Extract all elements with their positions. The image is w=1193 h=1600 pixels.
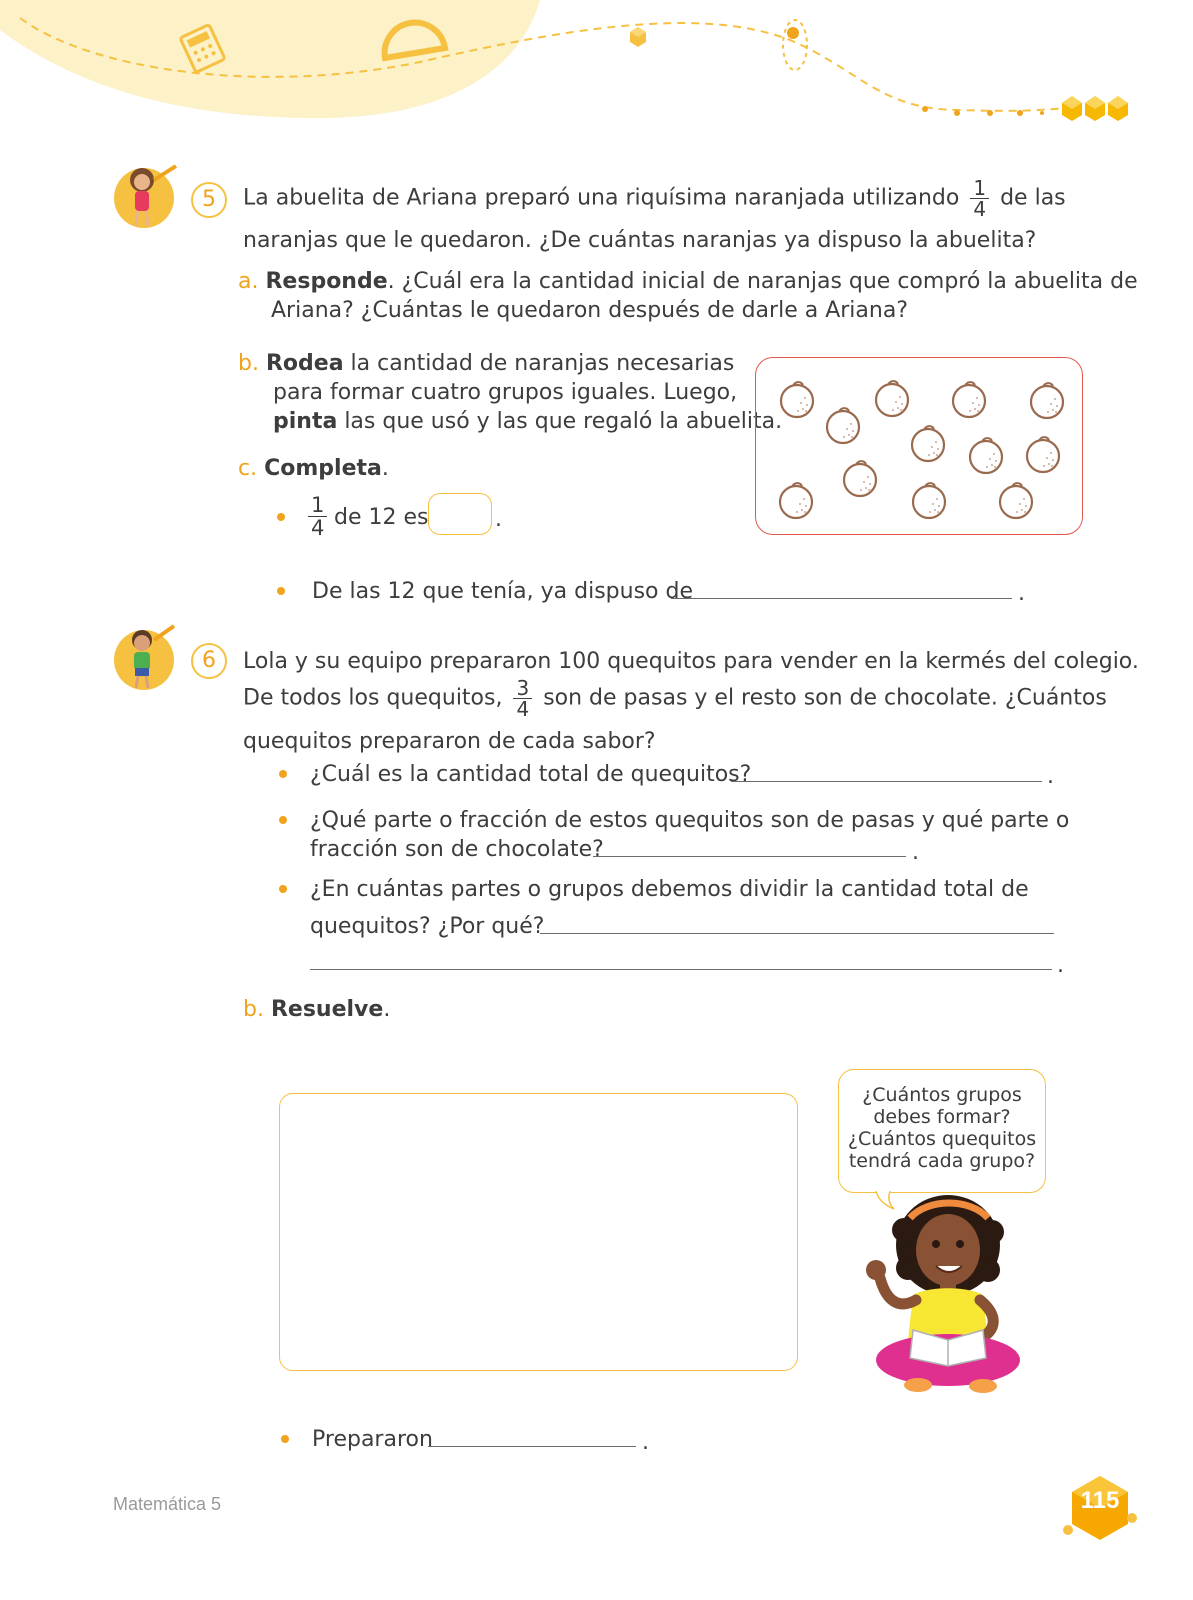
bullet <box>277 513 285 521</box>
orange-icon <box>1027 437 1059 472</box>
problem5-c: c. Completa. <box>238 456 389 481</box>
answer-box-quarter-of-12[interactable] <box>428 493 492 535</box>
speech-bubble <box>838 1069 1046 1193</box>
period: . <box>1047 764 1054 789</box>
answer-line-total[interactable] <box>731 781 1042 782</box>
period: . <box>495 507 502 532</box>
final-answer-text: Prepararon <box>312 1427 433 1452</box>
fraction-three-quarters: $\frac{3}{4}$ <box>513 678 532 719</box>
problem6-b: b. Resuelve. <box>243 997 391 1022</box>
cubes-icon <box>1062 96 1128 121</box>
problem5-b: b. Rodea la cantidad de naranjas necesarias <box>238 351 735 376</box>
bubble-line: ¿Cuántos grupos <box>862 1084 1022 1106</box>
period: . <box>642 1430 649 1455</box>
bubble-line: tendrá cada grupo? <box>848 1150 1036 1172</box>
period: . <box>912 840 919 865</box>
problem6-line1: Lola y su equipo prepararon 100 quequitos para vender en la kermés del colegio. <box>243 649 1139 674</box>
pin-icon <box>783 20 807 70</box>
bubble-line: debes formar? <box>873 1106 1011 1128</box>
orange-icon <box>1000 483 1032 518</box>
bullet <box>279 816 287 824</box>
header-decoration <box>0 0 1193 140</box>
answer-line-groups[interactable] <box>540 933 1054 934</box>
problem5-a: a. Responde. ¿Cuál era la cantidad inicial de naranjas que compró la abuelita de <box>238 269 1138 294</box>
page-number: 115 <box>1080 1487 1120 1514</box>
period: . <box>1057 953 1064 978</box>
girl-reading-illustration <box>858 1190 1028 1400</box>
orange-icon <box>781 382 813 417</box>
solve-work-area[interactable] <box>279 1093 798 1371</box>
girl-pencil-avatar <box>114 158 182 230</box>
problem-number-5: 5 <box>191 182 227 218</box>
problem5-c-item2-text: De las 12 que tenía, ya dispuso de <box>312 579 693 604</box>
orange-icon <box>913 483 945 518</box>
answer-line-disposed[interactable] <box>671 598 1012 599</box>
problem5-c-item1-fraction: $\frac{1}{4}$ <box>304 494 331 539</box>
problem6-line2: De todos los quequitos, $\frac{3}{4}$ son de pasas y el resto son de chocolate. ¿Cuántos <box>243 676 1107 721</box>
problem5-c-item1-text: de 12 es <box>334 505 429 530</box>
bullet <box>277 587 285 595</box>
answer-line-prepared[interactable] <box>428 1446 636 1447</box>
boy-pencil-avatar <box>114 620 182 692</box>
orange-icon <box>844 461 876 496</box>
problem5-a-line2: Ariana? ¿Cuántas le quedaron después de darle a Ariana? <box>271 298 908 323</box>
problem6-q3-line2: quequitos? ¿Por qué? <box>310 914 545 939</box>
problem6-q3-line1: ¿En cuántas partes o grupos debemos dividir la cantidad total de <box>310 877 1029 902</box>
bullet <box>279 885 287 893</box>
problem6-q2-line1: ¿Qué parte o fracción de estos quequitos son de pasas y qué parte o <box>310 808 1070 833</box>
orange-icon <box>912 426 944 461</box>
problem5-b-line3: pinta las que usó y las que regaló la abuelita. <box>273 409 783 434</box>
oranges-group[interactable] <box>755 357 1083 535</box>
problem5-statement-line2: naranjas que le quedaron. ¿De cuántas naranjas ya dispuso la abuelita? <box>243 228 1037 253</box>
orange-icon <box>970 438 1002 473</box>
problem6-line3: quequitos prepararon de cada sabor? <box>243 729 656 754</box>
orange-icon <box>827 408 859 443</box>
bullet <box>279 770 287 778</box>
answer-line-why[interactable] <box>310 969 1052 970</box>
fraction-one-quarter: $\frac{1}{4}$ <box>970 178 989 219</box>
bullet <box>281 1435 289 1443</box>
orange-icon <box>1031 383 1063 418</box>
problem5-b-line2: para formar cuatro grupos iguales. Luego, <box>273 380 738 405</box>
problem6-q1: ¿Cuál es la cantidad total de quequitos? <box>310 762 752 787</box>
cube-icon <box>630 27 646 47</box>
book-title: Matemática 5 <box>113 1494 222 1514</box>
answer-line-fractions[interactable] <box>593 856 906 857</box>
problem6-q2-line2: fracción son de chocolate? <box>310 837 604 862</box>
orange-icon <box>780 483 812 518</box>
problem5-statement-line1: La abuelita de Ariana preparó una riquísima naranjada utilizando $\frac{1}{4}$ de las <box>243 176 1066 221</box>
problem-number-6: 6 <box>191 643 227 679</box>
bubble-line: ¿Cuántos quequitos <box>847 1128 1037 1150</box>
period: . <box>1018 581 1025 606</box>
orange-icon <box>953 382 985 417</box>
orange-icon <box>876 381 908 416</box>
